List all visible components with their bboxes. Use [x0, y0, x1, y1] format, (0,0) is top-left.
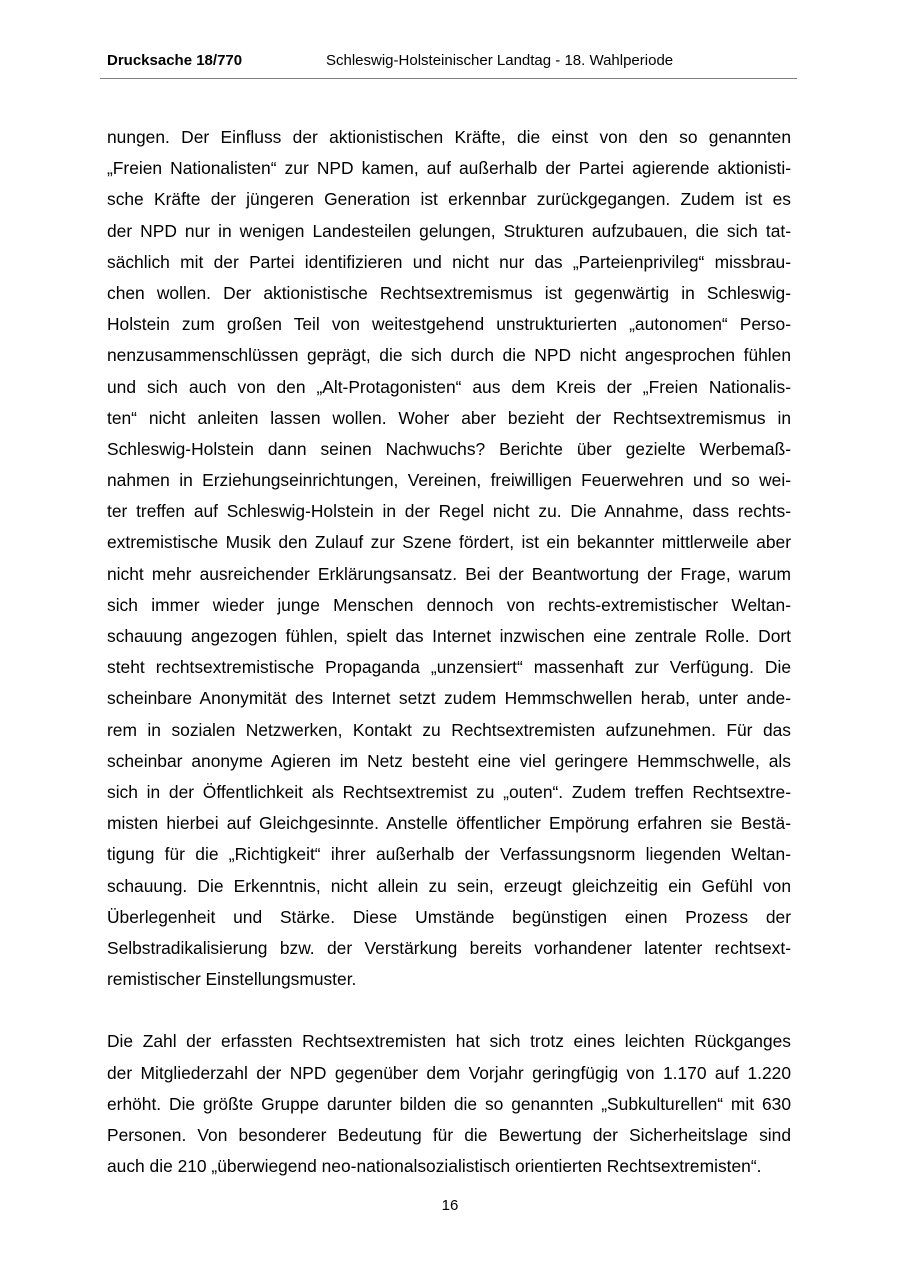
- text-line: Selbstradikalisierung bzw. der Verstärkung bereits vorhandener latenter rechtsext-: [107, 937, 791, 958]
- text-line: erhöht. Die größte Gruppe darunter bilden die so genannten „Subkulturellen“ mit 630: [107, 1093, 791, 1114]
- text-line: ten“ nicht anleiten lassen wollen. Woher aber bezieht der Rechtsextremismus in: [107, 407, 791, 428]
- document-number: Drucksache 18/770: [107, 52, 243, 69]
- parliament-title: Schleswig-Holsteinischer Landtag - 18. Wahlperiode: [326, 52, 674, 69]
- page-number: 16: [441, 1197, 459, 1214]
- text-line: Holstein zum großen Teil von weitestgehend unstrukturierten „autonomen“ Perso-: [107, 314, 791, 335]
- text-line: steht rechtsextremistische Propaganda „unzensiert“ massenhaft zur Verfügung. Die: [107, 657, 791, 678]
- text-line: scheinbar anonyme Agieren im Netz besteht eine viel geringere Hemmschwelle, als: [107, 750, 791, 771]
- text-line: der Mitgliederzahl der NPD gegenüber dem Vorjahr geringfügig von 1.170 auf 1.220: [107, 1062, 791, 1083]
- text-line: sich immer wieder junge Menschen dennoch von rechts-extremistischer Weltan-: [107, 594, 791, 615]
- text-line: sächlich mit der Partei identifizieren und nicht nur das „Parteienprivileg“ missbrau-: [107, 251, 791, 272]
- text-line: chen wollen. Der aktionistische Rechtsextremismus ist gegenwärtig in Schleswig-: [107, 282, 791, 303]
- text-line: Die Zahl der erfassten Rechtsextremisten hat sich trotz eines leichten Rückganges: [107, 1031, 791, 1052]
- page-header: [100, 52, 797, 79]
- text-line: auch die 210 „überwiegend neo-nationalsozialistisch orientierten Rechtsextremisten“.: [107, 1156, 762, 1177]
- text-line: Schleswig-Holstein dann seinen Nachwuchs? Berichte über gezielte Werbemaß-: [107, 438, 791, 459]
- text-line: schauung. Die Erkenntnis, nicht allein zu sein, erzeugt gleichzeitig ein Gefühl von: [107, 875, 791, 896]
- text-line: misten hierbei auf Gleichgesinnte. Anstelle öffentlicher Empörung erfahren sie Bestä-: [107, 813, 791, 834]
- text-line: nungen. Der Einfluss der aktionistischen Kräfte, die einst von den so genannten: [107, 127, 791, 147]
- paragraph: [107, 1026, 791, 1182]
- text-line: tigung für die „Richtigkeit“ ihrer außerhalb der Verfassungsnorm liegenden Weltan-: [107, 844, 791, 865]
- text-line: rem in sozialen Netzwerken, Kontakt zu Rechtsextremisten aufzunehmen. Für das: [107, 719, 791, 740]
- text-line: Personen. Von besonderer Bedeutung für die Bewertung der Sicherheitslage sind: [107, 1125, 791, 1145]
- text-line: sich in der Öffentlichkeit als Rechtsextremist zu „outen“. Zudem treffen Rechtsextre-: [107, 781, 791, 802]
- text-line: nahmen in Erziehungseinrichtungen, Vereinen, freiwilligen Feuerwehren und so wei-: [107, 470, 791, 491]
- text-line: der NPD nur in wenigen Landesteilen gelungen, Strukturen aufzubauen, die sich tat-: [107, 220, 791, 241]
- text-line: Überlegenheit und Stärke. Diese Umstände begünstigen einen Prozess der: [107, 906, 791, 927]
- text-line: ter treffen auf Schleswig-Holstein in der Regel nicht zu. Die Annahme, dass rechts-: [107, 501, 791, 522]
- text-line: und sich auch von den „Alt-Protagonisten“ aus dem Kreis der „Freien Nationalis-: [107, 376, 791, 397]
- text-line: extremistische Musik den Zulauf zur Szene fördert, ist ein bekannter mittlerweile aber: [107, 532, 791, 553]
- body-text: [107, 122, 791, 1182]
- text-line: remistischer Einstellungsmuster.: [107, 969, 357, 990]
- text-line: „Freien Nationalisten“ zur NPD kamen, auf außerhalb der Partei agierende aktionisti-: [107, 158, 791, 179]
- text-line: nenzusammenschlüssen geprägt, die sich durch die NPD nicht angesprochen fühlen: [107, 345, 791, 366]
- paragraph: [107, 122, 791, 995]
- text-line: nicht mehr ausreichender Erklärungsansatz. Bei der Beantwortung der Frage, warum: [107, 563, 791, 584]
- text-line: sche Kräfte der jüngeren Generation ist erkennbar zurückgegangen. Zudem ist es: [107, 189, 791, 210]
- text-line: schauung angezogen fühlen, spielt das Internet inzwischen eine zentrale Rolle. Dort: [107, 626, 791, 646]
- text-line: scheinbare Anonymität des Internet setzt zudem Hemmschwellen herab, unter ande-: [107, 688, 791, 709]
